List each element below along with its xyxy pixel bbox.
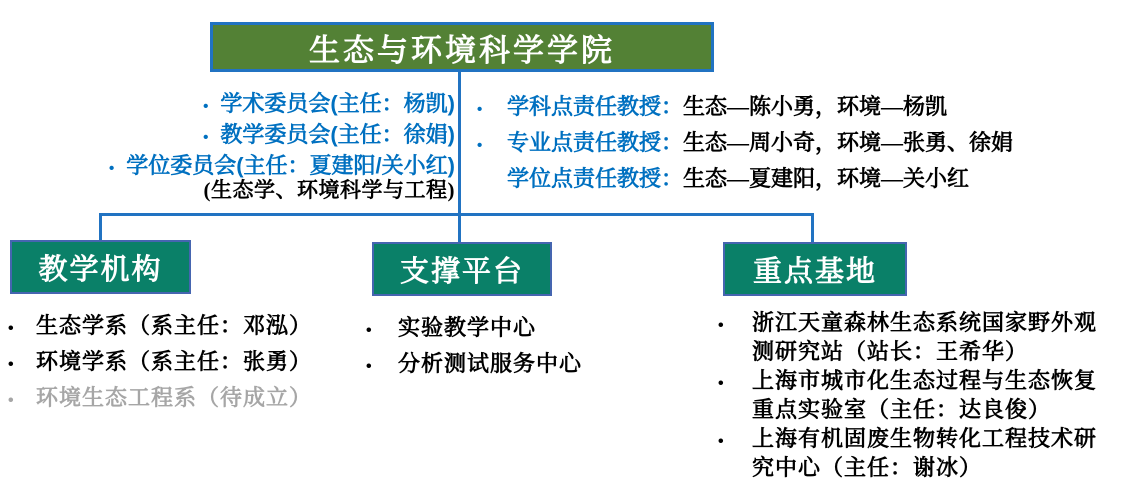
bullet-icon: • [718,433,724,450]
bullet-icon: • [718,317,724,334]
list-item [718,308,1118,366]
bullet-icon: • [718,375,724,392]
list-item-text: 环境学系（系主任：张勇） [36,349,313,374]
committee-note: (生态学、环境科学与工程) [203,178,455,202]
teaching-orgs-list [8,309,360,417]
bullet-icon: • [8,392,14,409]
separator: ： [661,94,684,119]
list-item-text: 生态学系（系主任：邓泓） [36,313,313,338]
professor-names: 生态—陈小勇，环境—杨凯 [683,94,948,119]
professor-list [477,90,1013,195]
root-node-title: 生态与环境科学学院 [309,32,615,68]
branch-node-key-bases [723,242,907,296]
professor-role-label: 专业点责任教授 [507,130,662,155]
bullet-icon: • [203,129,209,146]
professor-line [507,90,947,123]
list-item-text: 上海有机固废生物转化工程技术研究中心（主任：谢冰） [752,426,1098,480]
support-platforms-list [366,311,676,383]
committee-list [0,90,455,183]
separator: ： [661,130,684,155]
list-item-text: 浙江天童森林生态系统国家野外观测研究站（站长：王希华） [752,310,1098,364]
list-item [718,366,1118,424]
branch-title: 教学机构 [38,253,163,286]
branch-title: 重点基地 [752,255,877,288]
bullet-icon: • [8,320,14,337]
separator: ： [661,166,684,191]
bullet-icon: • [366,322,372,339]
list-item-text: 环境生态工程系（待成立） [36,385,313,410]
list-item [718,424,1118,482]
list-item [8,345,360,381]
connector-left-drop-line [99,213,102,242]
list-item [366,347,676,383]
bullet-icon: • [366,358,372,375]
list-item [8,309,360,345]
bullet-icon: • [8,356,14,373]
list-item-text: 上海市城市化生态过程与生态恢复重点实验室（主任：达良俊） [752,368,1098,422]
bullet-icon: • [203,98,209,115]
key-bases-list [718,308,1118,482]
list-item [477,90,1013,126]
branch-title: 支撑平台 [399,255,524,288]
list-item [0,90,455,121]
root-node [210,22,714,72]
list-item [477,162,1013,195]
connector-horizontal-line [99,213,814,216]
branch-node-teaching-orgs [10,240,191,294]
professor-line [507,126,1013,159]
list-item-text: 实验教学中心 [398,315,537,340]
list-item [366,311,676,347]
list-item [8,381,360,417]
list-item-text: 学术委员会(主任：杨凯) [220,91,455,116]
professor-role-label: 学科点责任教授 [507,94,662,119]
connector-right-drop-line [811,213,814,244]
list-item [0,121,455,152]
connector-root-vertical-line [458,66,461,244]
bullet-icon: • [477,101,483,118]
branch-node-support-platforms [372,242,552,296]
bullet-icon: • [108,160,115,177]
professor-names: 生态—夏建阳，环境—关小红 [683,166,970,191]
professor-role-label: 学位点责任教授 [507,166,662,191]
list-item-text: 学位委员会(主任：夏建阳/关小红) [126,153,455,178]
bullet-icon: • [477,137,483,154]
list-item [477,126,1013,162]
list-item-text: 教学委员会(主任：徐娟) [220,122,455,147]
professor-names: 生态—周小奇，环境—张勇、徐娟 [683,130,1014,155]
list-item-text: 分析测试服务中心 [398,351,583,376]
professor-line [507,162,969,195]
